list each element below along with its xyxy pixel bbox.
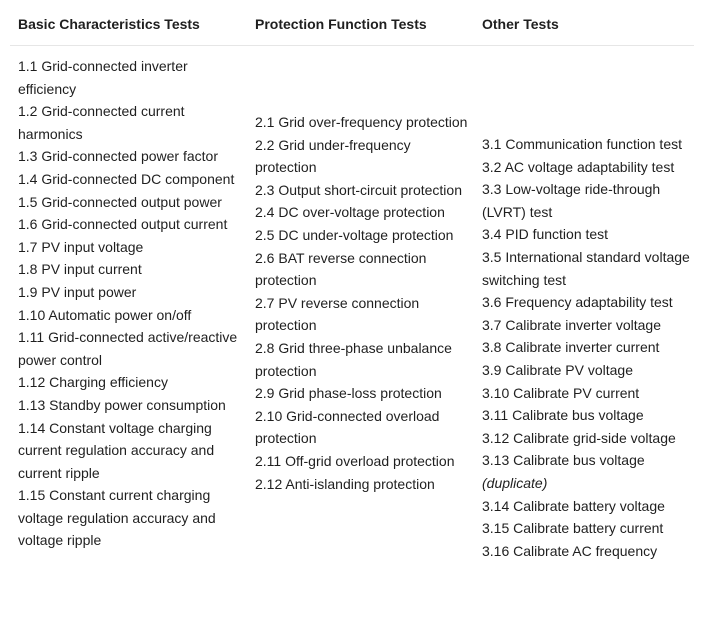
- list-item: 2.7 PV reverse connection protection: [255, 294, 420, 334]
- header-other-tests: Other Tests: [482, 16, 559, 32]
- protection-tests-list: [255, 111, 473, 495]
- list-item: 2.5 DC under-voltage protection: [255, 226, 454, 243]
- list-item: 3.10 Calibrate PV current: [482, 384, 640, 401]
- list-item-text: 3.13 Calibrate bus voltage: [482, 452, 645, 469]
- list-item: 3.9 Calibrate PV voltage: [482, 361, 633, 378]
- table-header: [0, 0, 712, 46]
- list-item: 1.4 Grid-connected DC component: [18, 170, 235, 187]
- list-item: 2.4 DC over-voltage protection: [255, 204, 445, 221]
- list-item: [482, 449, 704, 494]
- list-item: 1.5 Grid-connected output power: [18, 193, 222, 210]
- header-protection-function: Protection Function Tests: [255, 16, 427, 32]
- list-item: 1.2 Grid-connected current harmonics: [18, 103, 185, 142]
- list-item: 3.4 PID function test: [482, 226, 609, 243]
- list-item: 1.15 Constant current charging voltage regulation accuracy and voltage ripple: [18, 487, 216, 549]
- duplicate-note: (duplicate): [482, 474, 548, 491]
- list-item: 3.12 Calibrate grid-side voltage: [482, 429, 676, 446]
- list-item: 1.12 Charging efficiency: [18, 374, 168, 391]
- list-item: 2.12 Anti-islanding protection: [255, 475, 435, 492]
- list-item: 1.14 Constant voltage charging current regulation accuracy and current ripple: [18, 419, 215, 481]
- list-item: 2.8 Grid three-phase unbalance protection: [255, 339, 452, 379]
- list-item: 1.6 Grid-connected output current: [18, 216, 228, 233]
- list-item: 2.3 Output short-circuit protection: [255, 181, 462, 198]
- list-item: 1.3 Grid-connected power factor: [18, 148, 218, 165]
- list-item: 1.9 PV input power: [18, 283, 137, 300]
- list-item: 2.9 Grid phase-loss protection: [255, 385, 442, 402]
- list-item: 1.13 Standby power consumption: [18, 396, 226, 413]
- basic-tests-list: [18, 55, 238, 552]
- other-tests-list: [482, 133, 704, 562]
- list-item: 1.10 Automatic power on/off: [18, 306, 192, 323]
- list-item: 1.1 Grid-connected inverter efficiency: [18, 58, 188, 97]
- list-item: 3.8 Calibrate inverter current: [482, 339, 660, 356]
- list-item: 2.11 Off-grid overload protection: [255, 452, 455, 469]
- list-item: 3.14 Calibrate battery voltage: [482, 497, 665, 514]
- list-item: 3.7 Calibrate inverter voltage: [482, 316, 661, 333]
- list-item: 2.10 Grid-connected overload protection: [255, 407, 440, 447]
- list-item: 3.5 International standard voltage switching test: [482, 248, 690, 288]
- list-item: 2.1 Grid over-frequency protection: [255, 114, 468, 130]
- list-item: 2.2 Grid under-frequency protection: [255, 136, 411, 176]
- list-item: 2.6 BAT reverse connection protection: [255, 249, 427, 289]
- list-item: 3.6 Frequency adaptability test: [482, 294, 673, 311]
- header-divider: [10, 45, 694, 46]
- list-item: 1.8 PV input current: [18, 261, 142, 278]
- list-item: 1.7 PV input voltage: [18, 238, 144, 255]
- list-item: 1.11 Grid-connected active/reactive power control: [18, 329, 238, 368]
- list-item: 3.15 Calibrate battery current: [482, 520, 664, 537]
- header-basic-characteristics: Basic Characteristics Tests: [18, 16, 200, 32]
- list-item: 3.1 Communication function test: [482, 136, 682, 152]
- list-item: 3.2 AC voltage adaptability test: [482, 158, 675, 175]
- list-item: 3.3 Low-voltage ride-through (LVRT) test: [482, 181, 661, 220]
- list-item: 3.16 Calibrate AC frequency: [482, 542, 658, 559]
- list-item: 3.11 Calibrate bus voltage: [482, 407, 644, 424]
